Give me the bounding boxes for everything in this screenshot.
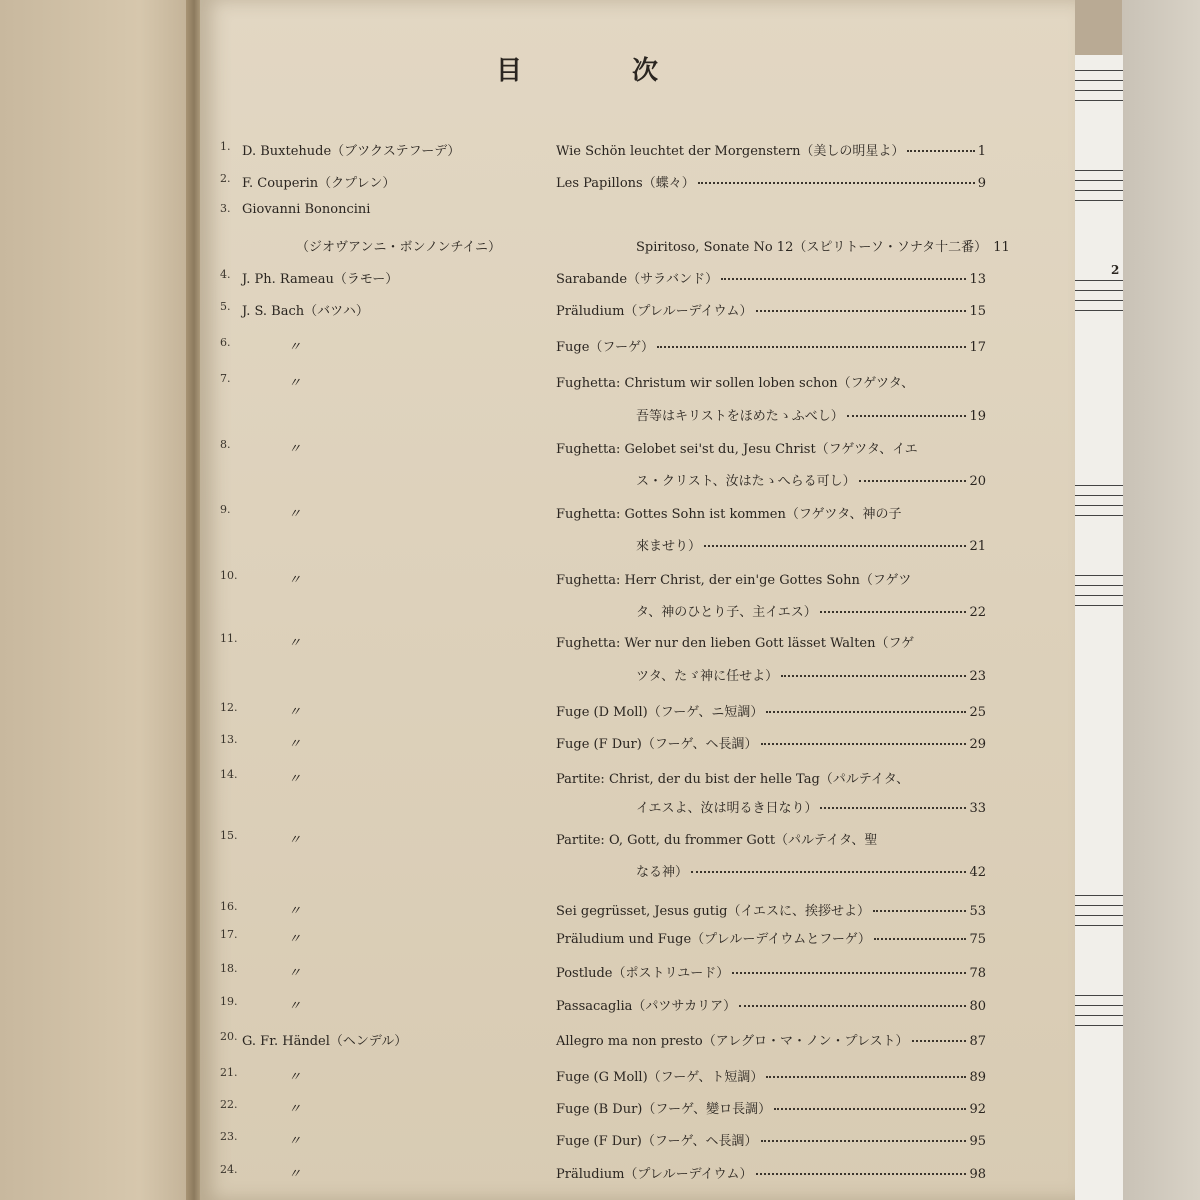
music-staff [1067, 575, 1123, 615]
page-number: 95 [969, 1134, 986, 1149]
entry-number: 18. [220, 962, 238, 975]
page-number: 78 [969, 966, 986, 981]
dot-leader [820, 610, 967, 613]
title-char-1: 目 [496, 56, 525, 86]
page-number: 75 [969, 932, 986, 947]
piece-entry [556, 1163, 986, 1182]
toc-row [200, 372, 1075, 402]
entry-number: 21. [220, 1066, 238, 1079]
toc-row [200, 733, 1075, 763]
dot-leader [847, 414, 967, 417]
composer-name: （ジオヴアンニ・ボンノンチイニ） [296, 240, 502, 255]
toc-row [200, 665, 1075, 695]
entry-number: 7. [220, 372, 231, 385]
piece-entry [556, 733, 986, 752]
piece-title: イエスよ、汝は明るき日なり） [636, 801, 818, 816]
ditto-mark: 〃 [288, 1134, 302, 1149]
composer-name: G. Fr. Händel（ヘンデル） [242, 1034, 408, 1049]
dot-leader [774, 1107, 966, 1110]
entry-number: 17. [220, 928, 238, 941]
piece-title: Sarabande（サラバンド） [556, 272, 719, 287]
piece-title: Präludium（プレルーデイウム） [556, 1167, 753, 1182]
piece-entry [556, 140, 986, 159]
piece-entry [556, 1098, 986, 1117]
piece-entry [556, 503, 986, 522]
toc-row [200, 962, 1075, 992]
piece-title: Wie Schön leuchtet der Morgenstern（美しの明星よ） [556, 144, 905, 159]
page-number: 20 [969, 474, 986, 489]
toc-row [200, 470, 1075, 500]
piece-entry [556, 268, 986, 287]
piece-entry [556, 701, 986, 720]
dot-leader [820, 806, 966, 809]
piece-title: Fuge (G Moll)（フーゲ、ト短調） [556, 1070, 764, 1085]
piece-title: Fuge（フーゲ） [556, 340, 655, 355]
piece-title: Les Papillons（蝶々） [556, 176, 695, 191]
entry-number: 4. [220, 268, 231, 281]
page-number: 17 [969, 340, 986, 355]
page-number: 22 [969, 605, 986, 620]
ditto-mark: 〃 [288, 573, 302, 588]
page-number: 9 [977, 176, 986, 191]
page-number: 53 [969, 904, 986, 919]
dot-leader [691, 870, 966, 873]
ditto-mark: 〃 [288, 772, 302, 787]
dot-leader [907, 149, 974, 152]
toc-row [200, 995, 1075, 1025]
piece-title: Fuge (D Moll)（フーゲ、ニ短調） [556, 705, 764, 720]
dot-leader [704, 544, 966, 547]
ditto-mark: 〃 [288, 507, 302, 522]
piece-title: Sei gegrüsset, Jesus gutig（イエスに、挨拶せよ） [556, 904, 870, 919]
page-number: 92 [969, 1102, 986, 1117]
ditto-mark: 〃 [288, 1167, 302, 1182]
entry-number: 11. [220, 632, 238, 645]
entry-number: 22. [220, 1098, 238, 1111]
entry-number: 19. [220, 995, 238, 1008]
page-number: 1 [977, 144, 986, 159]
piece-title: Allegro ma non presto（アレグロ・マ・ノン・プレスト） [556, 1034, 909, 1049]
music-staff [1067, 170, 1123, 210]
entry-number: 5. [220, 300, 231, 313]
piece-title: Partite: Christ, der du bist der helle Tag（パルテイタ、 [556, 772, 910, 787]
piece-entry [556, 768, 986, 787]
composer-name: F. Couperin（クプレン） [242, 176, 396, 191]
toc-row [200, 601, 1075, 631]
page-number: 25 [969, 705, 986, 720]
piece-title: Fuge (F Dur)（フーゲ、ヘ長調） [556, 1134, 758, 1149]
dot-leader [874, 937, 967, 940]
entry-number: 13. [220, 733, 238, 746]
page-number: 15 [969, 304, 986, 319]
piece-title: Fughetta: Gelobet sei'st du, Jesu Christ（フゲツタ、イエ [556, 442, 918, 457]
music-staff [1067, 280, 1123, 320]
toc-row [200, 701, 1075, 731]
fingering-number: 2 [1111, 263, 1120, 277]
ditto-mark: 〃 [288, 1102, 302, 1117]
piece-title: なる神） [636, 865, 689, 880]
piece-title: Fughetta: Gottes Sohn ist kommen（フゲツタ、神の子 [556, 507, 902, 522]
piece-title: ス・クリスト、汝はたゝへらる可し） [636, 474, 856, 489]
toc-row [200, 1130, 1075, 1160]
dot-leader [873, 909, 966, 912]
piece-entry [636, 861, 986, 880]
piece-entry [556, 928, 986, 947]
piece-entry [556, 172, 986, 191]
piece-title: 吾等はキリストをほめたゝふべし） [636, 409, 844, 424]
ditto-mark: 〃 [288, 999, 302, 1014]
entry-number: 3. [220, 202, 231, 215]
page-number: 11 [993, 240, 1010, 255]
toc-row [200, 405, 1075, 435]
dot-leader [766, 710, 966, 713]
piece-title: 來ませり） [636, 539, 702, 554]
ditto-mark: 〃 [288, 1070, 302, 1085]
music-staff [1067, 895, 1123, 935]
toc-row [200, 236, 1075, 266]
dot-leader [732, 971, 966, 974]
piece-entry [556, 829, 986, 848]
dot-leader [766, 1075, 966, 1078]
ditto-mark: 〃 [288, 442, 302, 457]
piece-title: Fughetta: Herr Christ, der ein'ge Gottes Sohn（フゲツ [556, 573, 912, 588]
toc-row [200, 1098, 1075, 1128]
entry-number: 1. [220, 140, 231, 153]
ditto-mark: 〃 [288, 636, 302, 651]
dot-leader [739, 1004, 966, 1007]
page-number: 89 [969, 1070, 986, 1085]
toc-row [200, 900, 1075, 930]
toc-row [200, 300, 1075, 330]
contents-page [200, 0, 1075, 1200]
ditto-mark: 〃 [288, 340, 302, 355]
piece-title: Präludium（プレルーデイウム） [556, 304, 753, 319]
toc-row [200, 336, 1075, 366]
composer-name: J. Ph. Rameau（ラモー） [242, 272, 399, 287]
dot-leader [698, 181, 975, 184]
toc-row [200, 202, 1075, 232]
piece-entry [636, 665, 986, 684]
toc-row [200, 535, 1075, 565]
piece-title: Fughetta: Christum wir sollen loben schon（フゲツタ、 [556, 376, 915, 391]
toc-row [200, 503, 1075, 533]
toc-row [200, 1066, 1075, 1096]
toc-row [200, 797, 1075, 827]
piece-entry [556, 962, 986, 981]
toc-row [200, 172, 1075, 202]
dot-leader [761, 1139, 967, 1142]
ditto-mark: 〃 [288, 932, 302, 947]
toc-row [200, 268, 1075, 298]
toc-row [200, 861, 1075, 891]
toc-row [200, 569, 1075, 599]
piece-title: Postlude（ポストリユード） [556, 966, 730, 981]
piece-entry [556, 995, 986, 1014]
page-number: 21 [969, 539, 986, 554]
title-char-2: 次 [632, 56, 661, 86]
toc-row [200, 438, 1075, 468]
ditto-mark: 〃 [288, 833, 302, 848]
page-number: 98 [969, 1167, 986, 1182]
piece-entry [556, 438, 986, 457]
dot-leader [912, 1039, 967, 1042]
entry-number: 10. [220, 569, 238, 582]
toc-row [200, 632, 1075, 662]
toc-row [200, 1030, 1075, 1060]
piece-entry [636, 470, 986, 489]
entry-number: 24. [220, 1163, 238, 1176]
piece-entry [556, 1130, 986, 1149]
ditto-mark: 〃 [288, 966, 302, 981]
piece-title: Fuge (F Dur)（フーゲ、ヘ長調） [556, 737, 758, 752]
piece-entry [556, 372, 986, 391]
entry-number: 15. [220, 829, 238, 842]
entry-number: 12. [220, 701, 238, 714]
toc-row [200, 140, 1075, 170]
piece-title: Passacaglia（パツサカリア） [556, 999, 737, 1014]
page-number: 13 [969, 272, 986, 287]
piece-title: Fuge (B Dur)（フーゲ、變ロ長調） [556, 1102, 772, 1117]
entry-number: 23. [220, 1130, 238, 1143]
page-number: 87 [969, 1034, 986, 1049]
music-staff [1067, 485, 1123, 525]
piece-entry [556, 632, 986, 651]
ditto-mark: 〃 [288, 705, 302, 720]
piece-entry [636, 405, 986, 424]
page-number: 33 [969, 801, 986, 816]
entry-number: 6. [220, 336, 231, 349]
piece-entry [556, 1030, 986, 1049]
piece-title: タ、神のひとり子、主イエス） [636, 605, 817, 620]
composer-name: J. S. Bach（バツハ） [242, 304, 369, 319]
piece-title: Präludium und Fuge（プレルーデイウムとフーゲ） [556, 932, 871, 947]
composer-name: D. Buxtehude（ブツクステフーデ） [242, 144, 461, 159]
entry-number: 9. [220, 503, 231, 516]
toc-row [200, 829, 1075, 859]
piece-entry [556, 300, 986, 319]
ditto-mark: 〃 [288, 376, 302, 391]
music-staff [1067, 70, 1123, 110]
dot-leader [761, 742, 967, 745]
music-staff [1067, 995, 1123, 1035]
page-number: 23 [969, 669, 986, 684]
dot-leader [781, 674, 966, 677]
composer-name: Giovanni Bononcini [242, 202, 371, 217]
piece-entry [556, 1066, 986, 1085]
piece-entry [636, 601, 986, 620]
piece-entry [636, 797, 986, 816]
toc-row [200, 1163, 1075, 1193]
dot-leader [756, 309, 967, 312]
toc-row [200, 928, 1075, 958]
dot-leader [657, 345, 966, 348]
dot-leader [756, 1172, 967, 1175]
piece-entry [636, 236, 1010, 255]
ditto-mark: 〃 [288, 737, 302, 752]
dot-leader [721, 277, 966, 280]
entry-number: 8. [220, 438, 231, 451]
left-page [0, 0, 200, 1200]
entry-number: 20. [220, 1030, 238, 1043]
piece-entry [556, 569, 986, 588]
page-number: 42 [969, 865, 986, 880]
dot-leader [859, 479, 967, 482]
piece-entry [636, 535, 986, 554]
toc-row [200, 768, 1075, 798]
page-number: 19 [969, 409, 986, 424]
background-surface [1122, 0, 1200, 1200]
piece-title: Partite: O, Gott, du frommer Gott（パルテイタ、聖 [556, 833, 878, 848]
piece-title: ツタ、たゞ神に任せよ） [636, 669, 779, 684]
page-number: 80 [969, 999, 986, 1014]
piece-entry [556, 900, 986, 919]
piece-title: Fughetta: Wer nur den lieben Gott lässet Walten（フゲ [556, 636, 915, 651]
piece-title: Spiritoso, Sonate No 12（スピリトーソ・ソナタ十二番） [636, 240, 988, 255]
entry-number: 14. [220, 768, 238, 781]
entry-number: 16. [220, 900, 238, 913]
ditto-mark: 〃 [288, 904, 302, 919]
page-number: 29 [969, 737, 986, 752]
piece-entry [556, 336, 986, 355]
entry-number: 2. [220, 172, 231, 185]
